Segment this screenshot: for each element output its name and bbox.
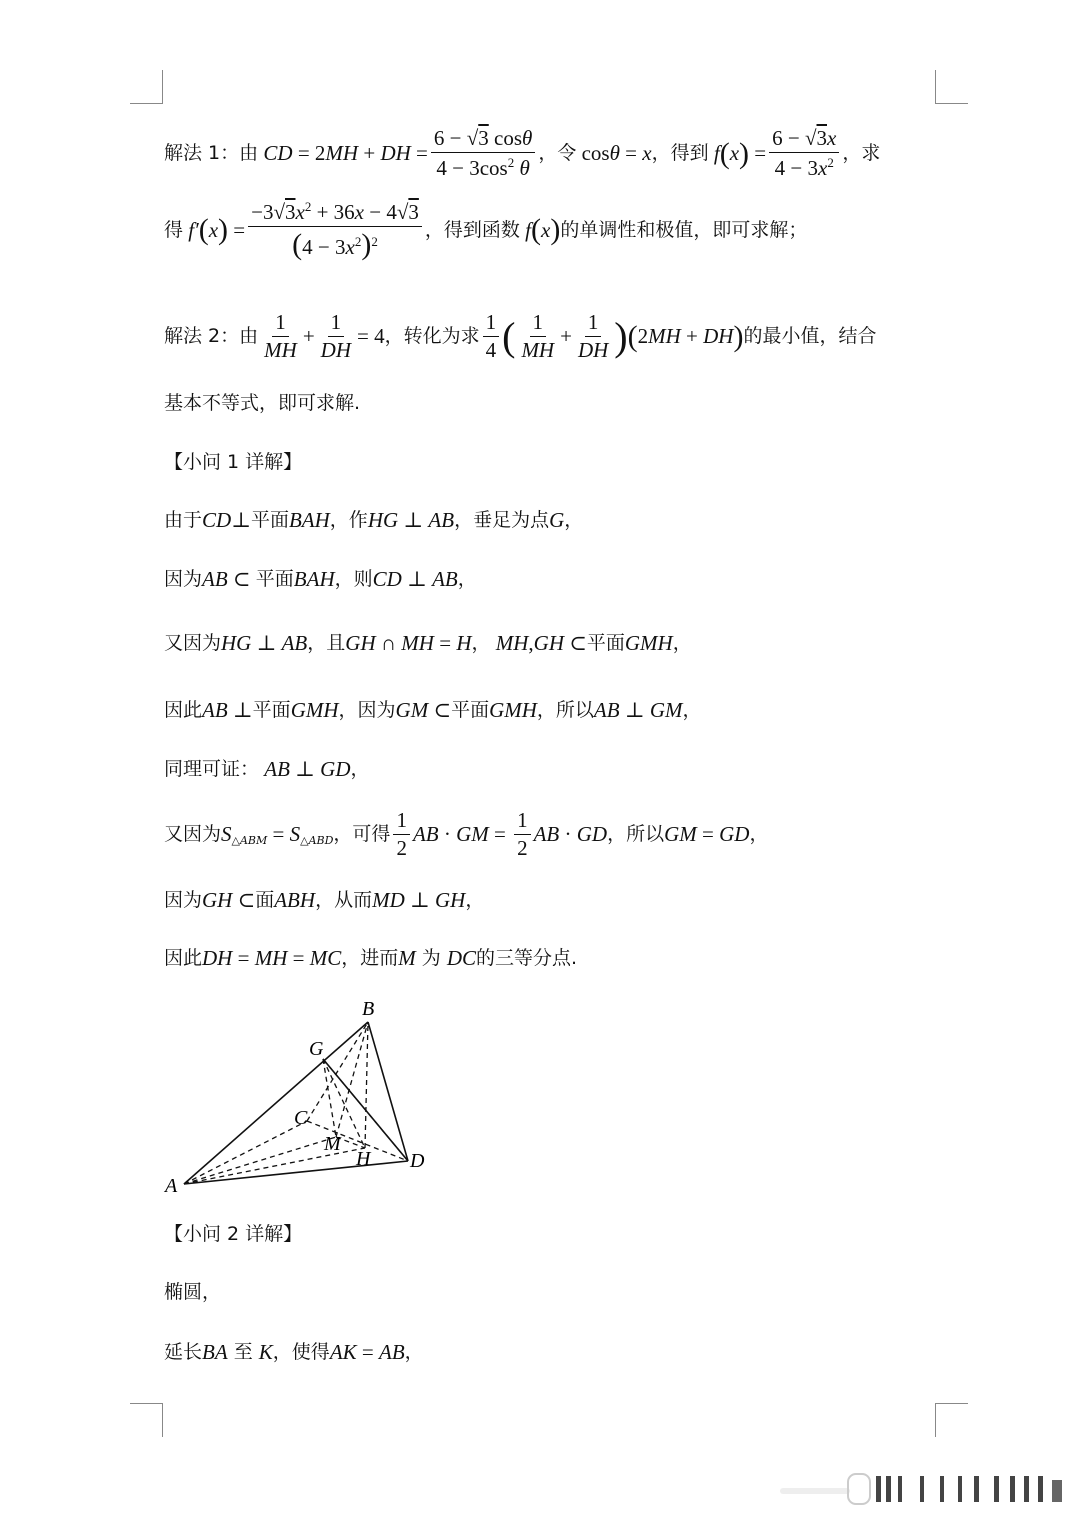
fraction-derivative: $\frac{-3√3x^2 + 36x - 4√3}{(4 - 3x^2)^2}$ bbox=[248, 200, 422, 260]
crop-mark-top-right-v bbox=[935, 70, 936, 104]
label-c: C bbox=[294, 1107, 308, 1129]
crop-mark-top-right-h bbox=[935, 103, 968, 104]
geometry-figure bbox=[160, 995, 440, 1200]
proof-line-6: 又因为 S △ABM = S △ABD ，可得 $\frac{1}{2}$ AB · GM = $\frac{1}{2}$ AB · GD ，所以 GM = GD ， bbox=[164, 808, 769, 860]
proof-line-4: 因此 AB ⊥ 平面 GMH ，因为 GM ⊂ 平面 GMH ，所以 AB ⊥ GM ， bbox=[164, 698, 702, 722]
section-heading-1: 【小问 1 详解】 bbox=[164, 451, 303, 473]
crop-mark-bottom-left-v bbox=[162, 1403, 163, 1437]
label-a: A bbox=[165, 1175, 178, 1197]
label-h: H bbox=[356, 1148, 371, 1170]
crop-mark-top-left-v bbox=[162, 70, 163, 104]
crop-mark-bottom-right-v bbox=[935, 1403, 936, 1437]
method2-line: 解法 2：由 $\frac{1}{MH}$ + $\frac{1}{DH}$ = 4 ，转化为求 $\frac{1}{4}$ ( $\frac{1}{MH}$ + $\frac{1}{DH}$ ) ( 2 MH + DH ) 的最小值，结合 bbox=[164, 310, 877, 362]
section-heading-2: 【小问 2 详解】 bbox=[164, 1223, 303, 1245]
proof-line-5: 同理可证： AB ⊥ GD ， bbox=[164, 757, 370, 781]
proof-line-1: 由于 CD ⊥ 平面 BAH ，作 HG ⊥ AB ，垂足为点 G ， bbox=[164, 508, 584, 532]
method1-label: 解法 1：由 bbox=[164, 142, 259, 164]
label-g: G bbox=[309, 1038, 324, 1060]
crop-mark-bottom-left-h bbox=[130, 1403, 163, 1404]
method2-line-2: 基本不等式，即可求解. bbox=[164, 392, 361, 414]
method2-label: 解法 2：由 bbox=[164, 325, 259, 347]
watermark-graphic bbox=[780, 1470, 1080, 1510]
proof-line-10: 延长 BA 至 K ，使得 AK = AB ， bbox=[164, 1340, 424, 1364]
proof-line-8: 因此 DH = MH = MC ，进而 M 为 DC 的三等分点. bbox=[164, 946, 578, 970]
proof-line-3: 又因为 HG ⊥ AB ，且 GH ∩ MH = H ， MH , GH ⊂ 平面 GMH ， bbox=[164, 631, 692, 655]
formula-cd: CD bbox=[258, 141, 293, 165]
label-d: D bbox=[410, 1150, 425, 1172]
crop-mark-bottom-right-h bbox=[935, 1403, 968, 1404]
derivative-line: 得 f′ ( x ) = $\frac{-3√3x^2 + 36x - 4√3}{(4 - 3x^2)^2}$ ，得到函数 f ( x ) 的单调性和极值，即可求解； bbox=[164, 199, 808, 261]
label-b: B bbox=[362, 998, 375, 1020]
method1-line: 解法 1：由 CD = 2 MH + DH = $\frac{6 - √3 \cos\theta}{4 - 3\cos^2 \theta}$ ，令 cos θ = x ，得到 f ( x ) = $\frac{6 - √3x}{4 - 3x^2}$ ，求 bbox=[164, 126, 881, 180]
fraction-cd: $\frac{6 - √3 \cos\theta}{4 - 3\cos^2 \theta}$ bbox=[431, 128, 535, 179]
label-m: M bbox=[324, 1133, 341, 1155]
proof-line-7: 因为 GH ⊂ 面 ABH ，从而 MD ⊥ GH ， bbox=[164, 888, 485, 912]
proof-line-9: 椭圆， bbox=[164, 1281, 222, 1303]
fraction-fx: $\frac{6 - √3x}{4 - 3x^2}$ bbox=[769, 128, 839, 179]
proof-line-2: 因为 AB ⊂ 平面 BAH ，则 CD ⊥ AB ， bbox=[164, 567, 477, 591]
crop-mark-top-left-h bbox=[130, 103, 163, 104]
